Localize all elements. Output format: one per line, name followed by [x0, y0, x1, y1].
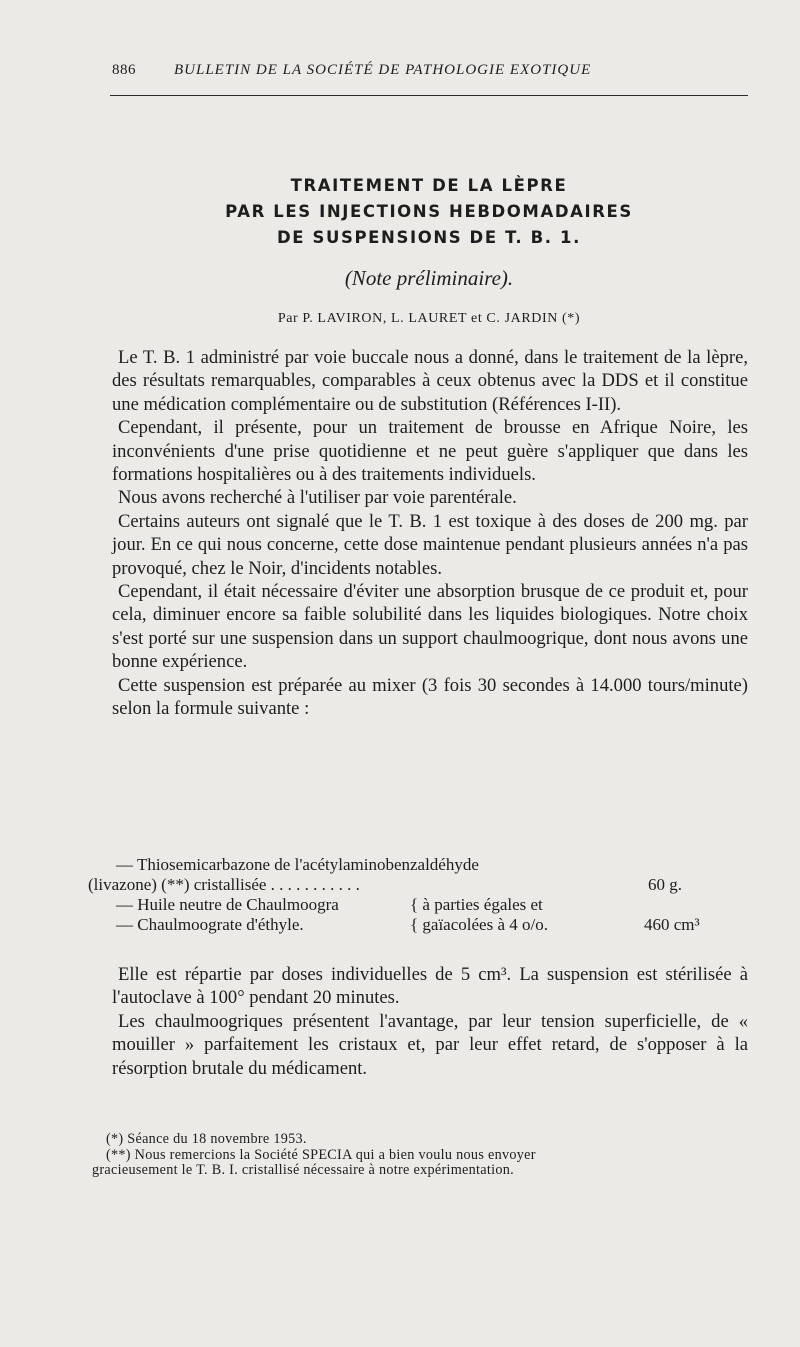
paragraph-4: Certains auteurs ont signalé que le T. B. 1 est toxique à des doses de 200 mg. par jour. En ce qui nous concerne, cette dose maintenue pendant plusieurs années n'a pas provoqué, chez le Noir, d'incidents notables. — [112, 510, 748, 579]
article-body — [112, 346, 748, 721]
footnotes — [92, 1132, 760, 1179]
header-rule — [110, 95, 748, 96]
formula-row — [88, 895, 748, 915]
footnote-2-continued: gracieusement le T. B. I. cristallisé nécessaire à notre expérimentation. — [92, 1162, 515, 1178]
article-subtitle: (Note préliminaire). — [344, 266, 514, 290]
formula-block — [88, 855, 748, 935]
footnote-2: (**) Nous remercions la Société SPECIA qui a bien voulu nous envoyer — [106, 1146, 536, 1163]
article-title-line-2: PAR LES INJECTIONS HEBDOMADAIRES — [225, 202, 633, 221]
formula-quantity-2: 460 cm³ — [644, 915, 700, 934]
formula-line-3: — Huile neutre de Chaulmoogra — [116, 895, 339, 914]
journal-title: BULLETIN DE LA SOCIÉTÉ DE PATHOLOGIE EXOTIQUE — [174, 62, 592, 78]
formula-line-4-note: { gaïacolées à 4 o/o. — [410, 915, 548, 934]
paragraph-7: Elle est répartie par doses individuelles de 5 cm³. La suspension est stérilisée à l'autoclave à 100° pendant 20 minutes. — [112, 964, 748, 1009]
formula-line-3-note: { à parties égales et — [410, 895, 543, 914]
formula-line-1: — Thiosemicarbazone de l'acétylaminobenzaldéhyde — [116, 855, 479, 874]
formula-row — [88, 855, 748, 875]
article-body-continued — [112, 963, 748, 1080]
page-number: 886 — [112, 62, 136, 78]
article-title-line-3: DE SUSPENSIONS DE T. B. 1. — [277, 228, 581, 247]
formula-line-2: (livazone) (**) cristallisée . . . . . . . . . . . — [88, 875, 360, 894]
formula-line-4: — Chaulmoograte d'éthyle. — [116, 915, 304, 934]
article-authors: Par P. LAVIRON, L. LAURET et C. JARDIN (*) — [277, 311, 581, 326]
article-title-line-1: TRAITEMENT DE LA LÈPRE — [290, 176, 568, 195]
formula-row — [88, 875, 748, 895]
formula-quantity-1: 60 g. — [648, 875, 682, 894]
paragraph-8: Les chaulmoogriques présentent l'avantage, par leur tension superficielle, de « mouiller » parfaitement les cristaux et, par leur effet retard, de s'opposer à la résorption brutale du médicament. — [112, 1010, 748, 1079]
formula-row — [88, 915, 748, 935]
paragraph-3: Nous avons recherché à l'utiliser par voie parentérale. — [118, 487, 517, 509]
paragraph-5: Cependant, il était nécessaire d'éviter une absorption brusque de ce produit et, pour cela, diminuer encore sa faible solubilité dans les liquides biologiques. Notre choix s'est porté sur une suspension dans un support chaulmoogrique, dont nous avons une bonne expérience. — [112, 581, 748, 673]
paragraph-2: Cependant, il présente, pour un traitement de brousse en Afrique Noire, les inconvénients d'une prise quotidienne et ne peut guère s'appliquer que dans les formations hospitalières ou à des traitements individuels. — [112, 417, 748, 486]
paragraph-1: Le T. B. 1 administré par voie buccale nous a donné, dans le traitement de la lèpre, des résultats remarquables, comparables à ceux obtenus avec la DDS et il constitue une médication complémentaire ou de substitution (Références I-II). — [112, 347, 748, 415]
paragraph-6: Cette suspension est préparée au mixer (3 fois 30 secondes à 14.000 tours/minute) selon la formule suivante : — [112, 674, 748, 720]
footnote-1: (*) Séance du 18 novembre 1953. — [106, 1131, 307, 1147]
